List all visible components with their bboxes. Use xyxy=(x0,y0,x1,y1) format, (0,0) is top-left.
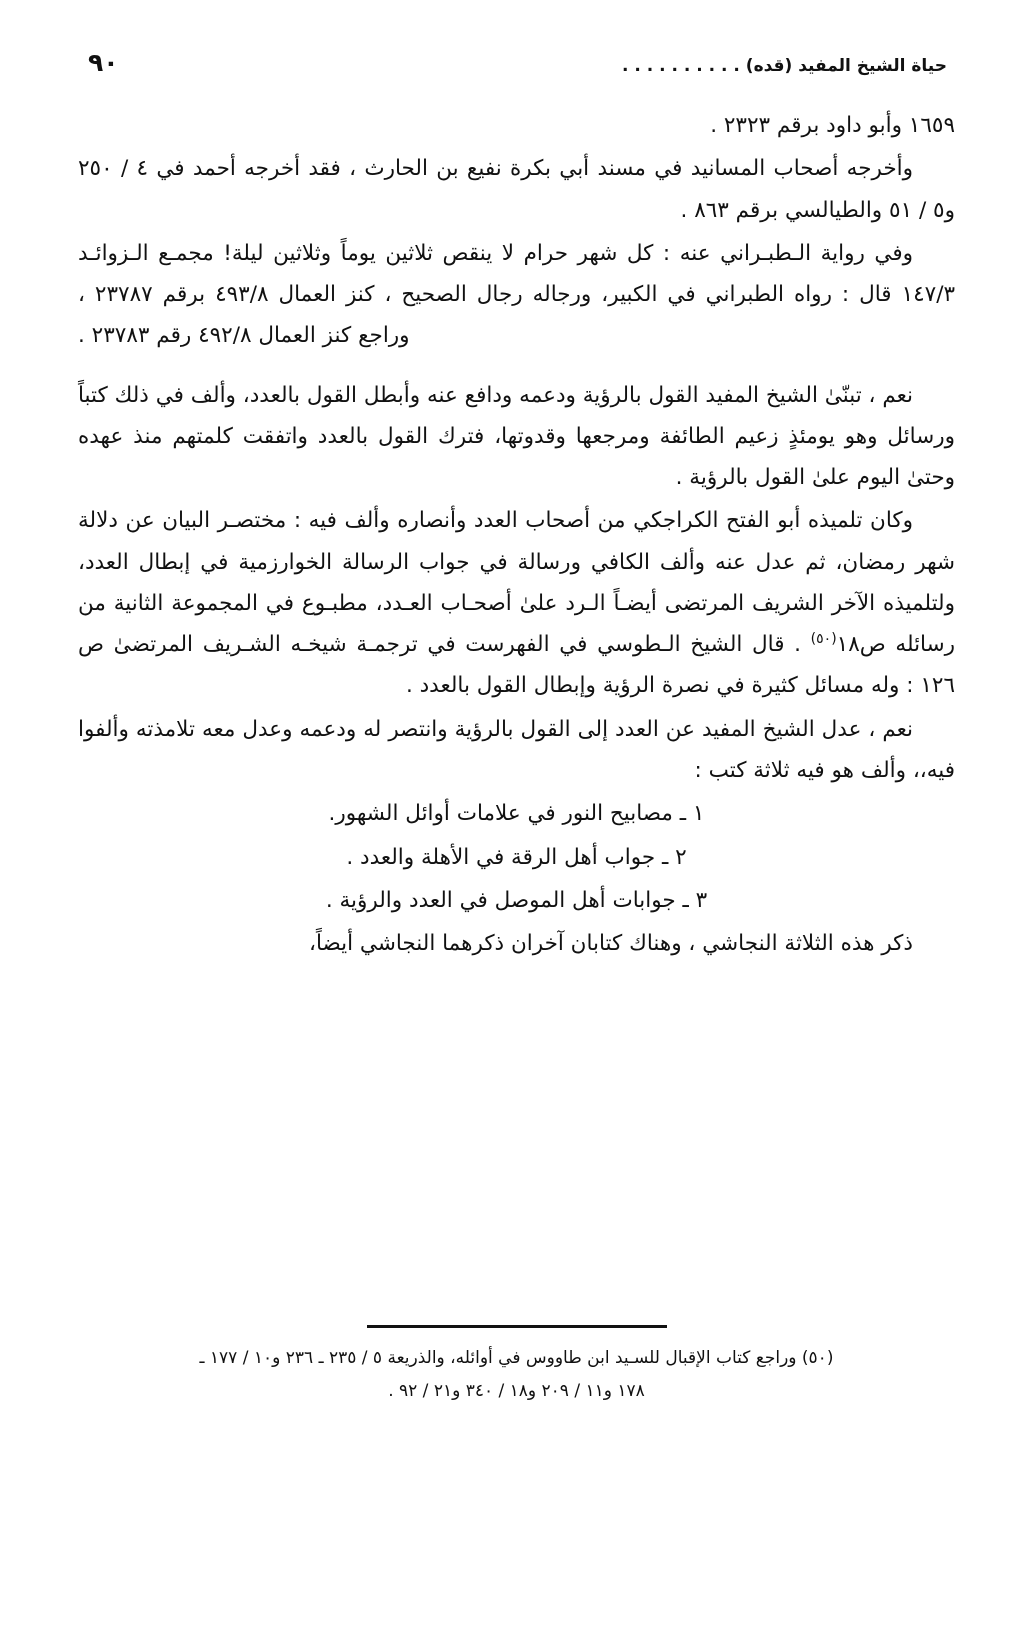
list-item-1: ١ ـ مصابيح النور في علامات أوائل الشهور. xyxy=(328,801,705,827)
footnote-marker: (٥٠) xyxy=(810,631,837,648)
paragraph-5 xyxy=(78,500,955,706)
list-item-2: ٢ ـ جواب أهل الرقة في الأهلة والعدد . xyxy=(346,844,687,870)
list-item-3: ٣ ـ جوابات أهل الموصل في العدد والرؤية . xyxy=(325,887,708,913)
paragraph-6: نعم ، عدل الشيخ المفيد عن العدد إلى القول بالرؤية وانتصر له ودعمه وعدل معه تلامذته وألفوا فيه،، وألف هو فيه ثلاثة كتب : xyxy=(78,716,955,783)
page-number: ٩٠ xyxy=(88,48,119,77)
spacer xyxy=(78,359,955,375)
paragraph-5-text-after: . قال الشيخ الـطوسي في الفهرست في ترجمـة شيخـه الشـريف المرتضىٰ ص ١٢٦ : وله مسائل كثيرة في نصرة الرؤية وإبطال القول بالعدد . xyxy=(78,632,955,699)
paragraph-2: وأخرجه أصحاب المسانيد في مسند أبي بكرة نفيع بن الحارث ، فقد أخرجه أحمد في ٤ / ٢٥٠ و٥ / ٥١ والطيالسي برقم ٨٦٣ . xyxy=(78,156,955,223)
closing-paragraph: ذكر هذه الثلاثة النجاشي ، وهناك كتابان آخران ذكرهما النجاشي أيضاً، xyxy=(309,931,913,957)
running-head-dots: . . . . . . . . . . xyxy=(622,56,740,76)
footnote-line-1: (٥٠) وراجع كتاب الإقبال للسـيد ابن طاووس في أوائله، والذريعة ٥ / ٢٣٥ ـ ٢٣٦ و١٠ / ١٧٧ ـ xyxy=(199,1347,834,1368)
footnote-divider xyxy=(367,1325,667,1328)
footnote-text xyxy=(78,1342,955,1408)
page-body xyxy=(78,105,955,964)
running-head-title: حياة الشيخ المفيد (قده) xyxy=(745,56,947,76)
running-head xyxy=(622,56,955,76)
paragraph-5-text: وكان تلميذه أبو الفتح الكراجكي من أصحاب العدد وأنصاره وألف فيه : مختصـر البيان عن دلالة شهر رمضان، ثم عدل عنه وألف الكافي ورسالة في جواب الرسالة الخوارزمية في إبطال العدد، ولتلميذه الآخر الشريف المرتضى أيضـاً الـرد علىٰ أصحـاب العـدد، مطبـوع في المجموعة الثانية من رسائله ص١٨ xyxy=(78,508,956,658)
footnote-section xyxy=(78,1325,955,1408)
footnote-line-2: ١٧٨ و١١ / ٢٠٩ و١٨ / ٣٤٠ و٢١ / ٩٢ . xyxy=(388,1380,645,1401)
paragraph-3: وفي رواية الـطبـراني عنه : كل شهر حرام لا ينقص ثلاثين يوماً وثلاثين ليلة! مجمـع الـزوائـد ١٤٧/٣ قال : رواه الطبراني في الكبير، ورجاله رجال الصحيح ، كنز العمال ٤٩٣/٨ برقم ٢٣٧٨٧ ، وراجع كنز العمال ٤٩٢/٨ رقم ٢٣٧٨٣ . xyxy=(78,240,955,349)
paragraph-4: نعم ، تبنّىٰ الشيخ المفيد القول بالرؤية ودعمه ودافع عنه وأبطل القول بالعدد، وألف في ذلك كتباً ورسائل وهو يومئذٍ زعيم الطائفة ومرجعها وقدوتها، فترك القول بالعدد واتفقت كلمتهم منذ عهده وحتىٰ اليوم علىٰ القول بالرؤية . xyxy=(78,382,955,491)
page-header xyxy=(78,48,955,77)
paragraph-1: ١٦٥٩ وأبو داود برقم ٢٣٢٣ . xyxy=(710,113,955,138)
